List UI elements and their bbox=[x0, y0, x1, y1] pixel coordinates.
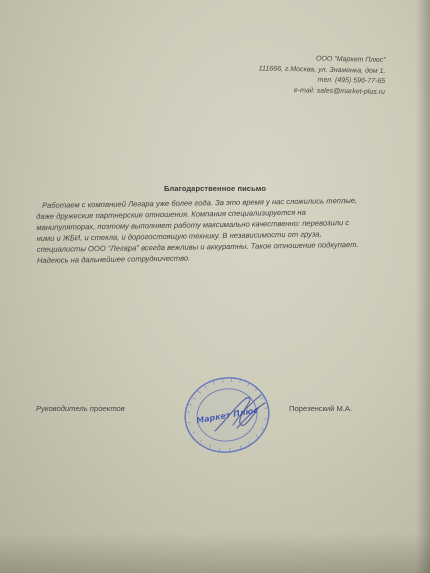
sender-block bbox=[258, 53, 386, 98]
body-line: Работаем с компанией Легара уже более года. За это время у нас сложились теплые, bbox=[41, 195, 358, 210]
body-line: ними и ЖБИ, и стекла, и дорогостоящую технику. В независимости от груза, bbox=[36, 229, 322, 243]
sender-company: ООО "Маркет Плюс" bbox=[316, 55, 386, 64]
body-line: Надеюсь на дальнейшее сотрудничество. bbox=[36, 253, 191, 265]
body-line: манипуляторах, поэтому выполняет работу максимально качественно: перевозили с bbox=[36, 217, 350, 232]
body-line: специалисты ООО "Легара" всегда вежливы и аккуратны. Такое отношение подкупает. bbox=[36, 239, 359, 254]
paper-bottom-shadow bbox=[0, 533, 430, 573]
sender-address: 111666, г.Москва, ул. Знаменка, дом 1, bbox=[258, 64, 386, 75]
stamp-center-text: Маркет Плюс bbox=[195, 405, 259, 426]
signer-name: Порезенский М.А. bbox=[289, 404, 353, 413]
signer-role: Руководитель проектов bbox=[36, 404, 125, 413]
letter-body bbox=[36, 195, 391, 266]
sender-phone: тел. (495) 596-77-65 bbox=[317, 76, 386, 85]
sender-email: e-mail: sales@market-plus.ru bbox=[294, 86, 386, 96]
letter-title: Благодарственное письмо bbox=[163, 184, 267, 193]
paper-edge-shadow bbox=[416, 0, 430, 573]
company-stamp-seal bbox=[175, 373, 279, 457]
body-line: даже дружеские партнерские отношения. Компания специализируется на bbox=[36, 207, 306, 221]
